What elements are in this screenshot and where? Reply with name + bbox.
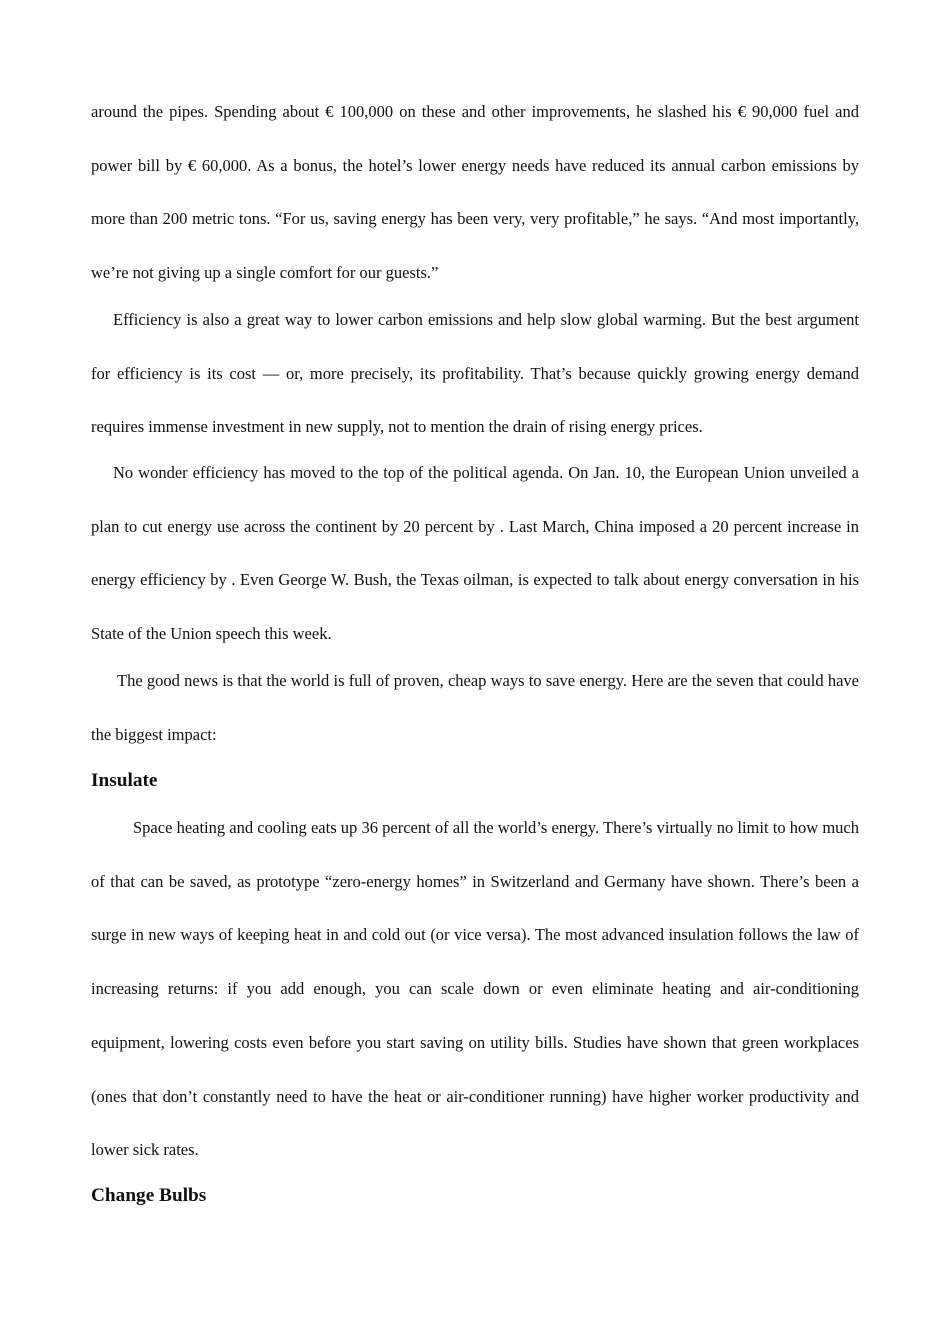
paragraph-good-news: The good news is that the world is full of proven, cheap ways to save energy. Here are the seven that could have the biggest impact: xyxy=(91,671,859,744)
paragraph-hotel-savings: around the pipes. Spending about € 100,000 on these and other improvements, he slashed his € 90,000 fuel and power bill by € 60,000. As a bonus, the hotel’s lower energy needs have reduced its annual carbon emissions by more than 200 metric tons. “For us, saving energy has been very, very profitable,” he says. “And most importantly, we’re not giving up a single comfort for our guests.” xyxy=(91,102,859,283)
heading-change-bulbs: Change Bulbs xyxy=(91,1185,207,1206)
paragraph-insulate: Space heating and cooling eats up 36 percent of all the world’s energy. There’s virtually no limit to how much of that can be saved, as prototype “zero-energy homes” in Switzerland and Germany have shown. There’s been a surge in new ways of keeping heat in and cold out (or vice versa). The most advanced insulation follows the law of increasing returns: if you add enough, you can scale down or even eliminate heating and air-conditioning equipment, lowering costs even before you start saving on utility bills. Studies have shown that green workplaces (ones that don’t constantly need to have the heat or air-conditioner running) have higher worker productivity and lower sick rates. xyxy=(91,818,859,1160)
document-page xyxy=(91,0,859,1344)
paragraph-efficiency-argument: Efficiency is also a great way to lower carbon emissions and help slow global warming. But the best argument for efficiency is its cost — or, more precisely, its profitability. That’s because quickly growing energy demand requires immense investment in new supply, not to mention the drain of rising energy prices. xyxy=(91,310,859,437)
paragraph-political-agenda: No wonder efficiency has moved to the top of the political agenda. On Jan. 10, the European Union unveiled a plan to cut energy use across the continent by 20 percent by . Last March, China imposed a 20 percent increase in energy efficiency by . Even George W. Bush, the Texas oilman, is expected to talk about energy conversation in his State of the Union speech this week. xyxy=(91,463,859,644)
heading-insulate: Insulate xyxy=(91,770,158,791)
